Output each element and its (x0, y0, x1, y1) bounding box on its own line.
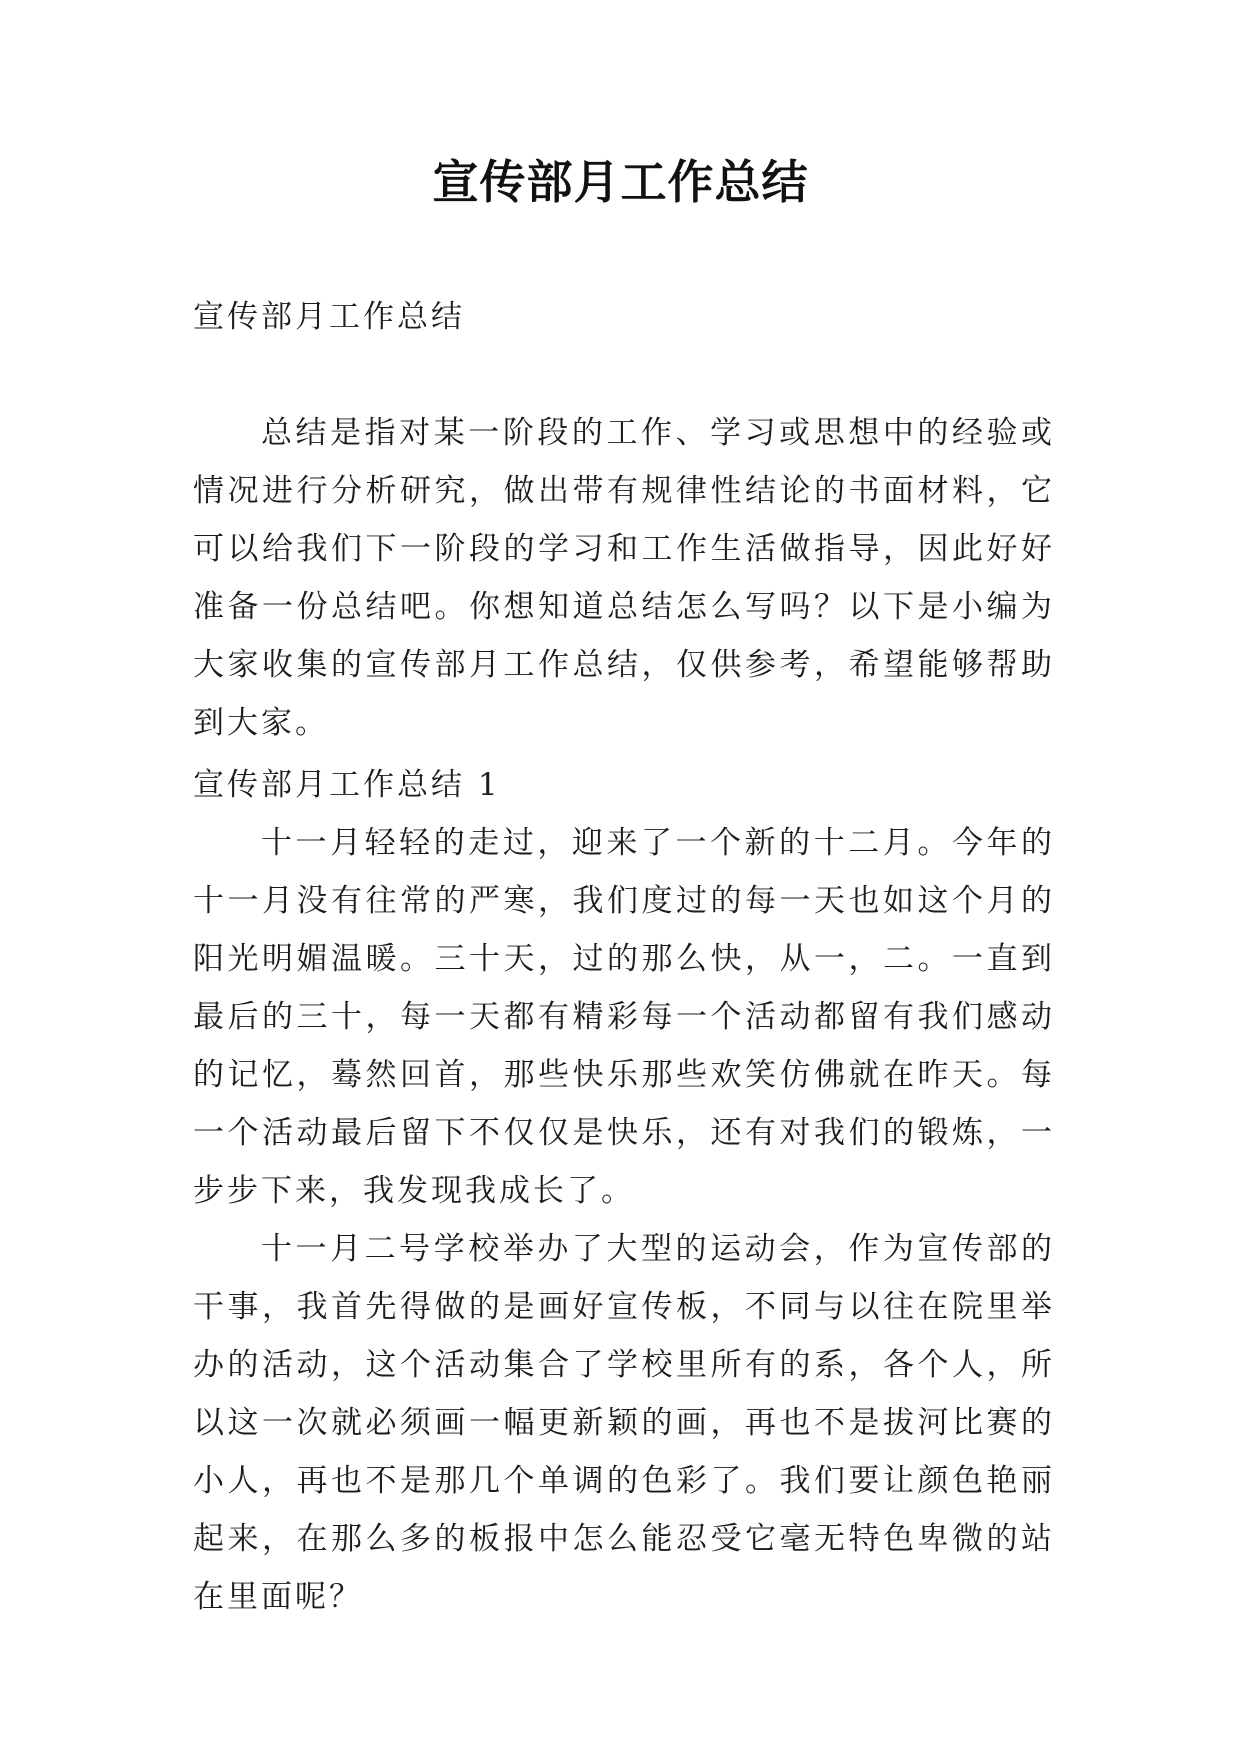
section-1 (193, 756, 1055, 1626)
document-title: 宣传部月工作总结 (432, 155, 809, 209)
intro-text: 总结是指对某一阶段的工作、学习或思想中的经验或情况进行分析研究，做出带有规律性结论的书面材料，它可以给我们下一阶段的学习和工作生活做指导，因此好好准备一份总结吧。你想知道总结怎么写吗？以下是小编为大家收集的宣传部月工作总结，仅供参考，希望能够帮助到大家。 (193, 415, 1055, 741)
section-heading: 宣传部月工作总结 1 (193, 767, 501, 803)
section-paragraph-1: 十一月轻轻的走过，迎来了一个新的十二月。今年的十一月没有往常的严寒，我们度过的每一天也如这个月的阳光明媚温暖。三十天，过的那么快，从一，二。一直到最后的三十，每一天都有精彩每一个活动都留有我们感动的记忆，蓦然回首，那些快乐那些欢笑仿佛就在昨天。每一个活动最后留下不仅仅是快乐，还有对我们的锻炼，一步步下来，我发现我成长了。 (193, 825, 1055, 1209)
section-paragraph-2: 十一月二号学校举办了大型的运动会，作为宣传部的干事，我首先得做的是画好宣传板，不同与以往在院里举办的活动，这个活动集合了学校里所有的系，各个人，所以这一次就必须画一幅更新颖的画，再也不是拔河比赛的小人，再也不是那几个单调的色彩了。我们要让颜色艳丽起来，在那么多的板报中怎么能忍受它毫无特色卑微的站在里面呢？ (193, 1231, 1055, 1615)
subtitle-text: 宣传部月工作总结 (193, 299, 465, 335)
document-subtitle (193, 288, 1055, 346)
intro-paragraph (193, 404, 1055, 752)
